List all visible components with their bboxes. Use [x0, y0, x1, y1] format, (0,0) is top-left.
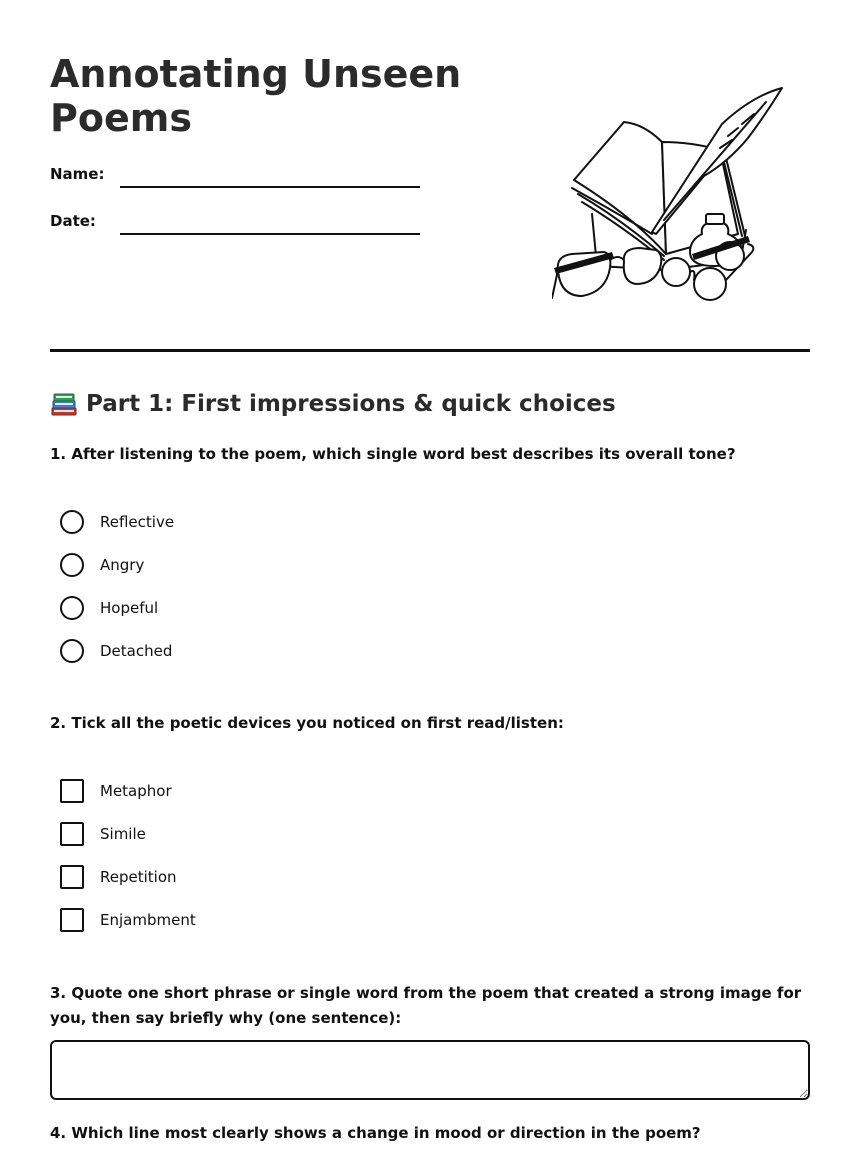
checkbox[interactable] [60, 822, 84, 846]
section-divider [50, 349, 810, 352]
name-label: Name: [50, 165, 105, 183]
question-3: 3. Quote one short phrase or single word from the poem that created a strong image for you, then say briefly why (one sentence): [50, 984, 802, 1027]
radio-option-hopeful[interactable] [60, 596, 158, 620]
radio-button[interactable] [60, 639, 84, 663]
option-label: Reflective [100, 513, 175, 531]
radio-button[interactable] [60, 596, 84, 620]
question-1: 1. After listening to the poem, which single word best describes its overall tone? [50, 445, 736, 463]
checkbox-option-metaphor[interactable] [60, 779, 172, 803]
option-label: Detached [100, 642, 173, 660]
books-icon [50, 390, 78, 418]
radio-option-angry[interactable] [60, 553, 144, 577]
radio-button[interactable] [60, 510, 84, 534]
answer-textbox[interactable] [50, 1040, 810, 1100]
checkbox[interactable] [60, 908, 84, 932]
radio-option-detached[interactable] [60, 639, 172, 663]
question-2: 2. Tick all the poetic devices you noticed on first read/listen: [50, 714, 564, 732]
checkbox-option-enjambment[interactable] [60, 908, 196, 932]
option-label: Enjambment [100, 911, 196, 929]
date-field[interactable] [120, 233, 420, 235]
radio-button[interactable] [60, 553, 84, 577]
option-label: Hopeful [100, 599, 159, 617]
date-label: Date: [50, 212, 96, 230]
checkbox[interactable] [60, 779, 84, 803]
part-1-heading [50, 386, 616, 422]
option-label: Simile [100, 825, 146, 843]
page-title: Annotating Unseen Poems [50, 52, 462, 140]
question-4: 4. Which line most clearly shows a change in mood or direction in the poem? [50, 1124, 701, 1142]
option-label: Metaphor [100, 782, 172, 800]
name-field[interactable] [120, 186, 420, 188]
option-label: Repetition [100, 868, 177, 886]
book-quill-glasses-illustration [552, 84, 788, 306]
checkbox-option-repetition[interactable] [60, 865, 177, 889]
part-1-heading-text: Part 1: First impressions & quick choices [86, 391, 616, 417]
radio-option-reflective[interactable] [60, 510, 174, 534]
checkbox-option-simile[interactable] [60, 822, 146, 846]
checkbox[interactable] [60, 865, 84, 889]
option-label: Angry [100, 556, 145, 574]
